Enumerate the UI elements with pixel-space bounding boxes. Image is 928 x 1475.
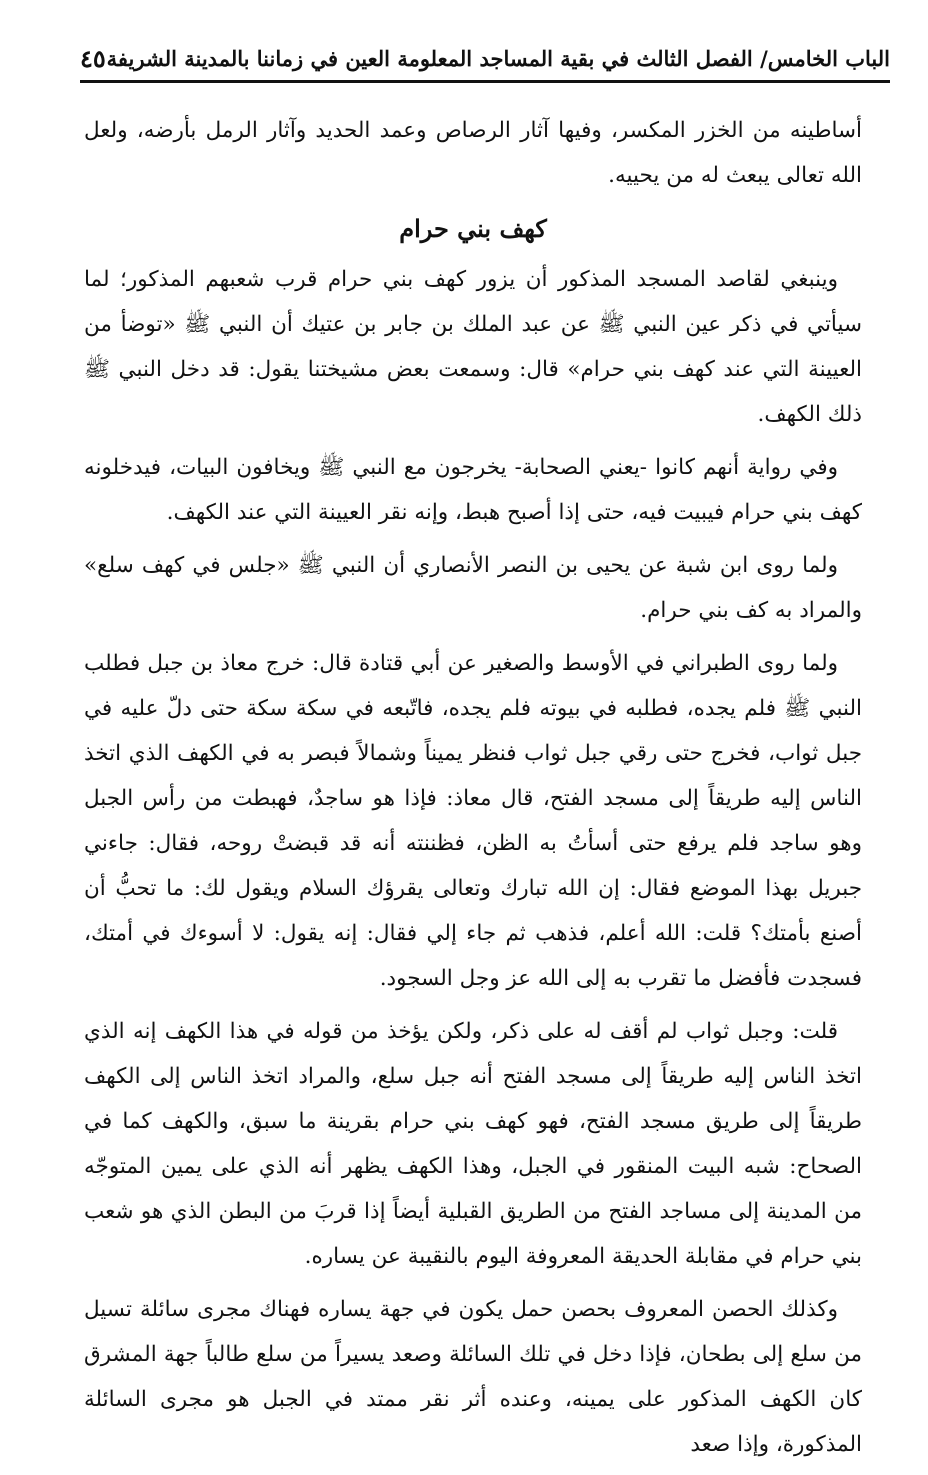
page-number: ٤٥ [80, 43, 106, 73]
paragraph-continuation: أساطينه من الخزر المكسر، وفيها آثار الرصاص وعمد الحديد وآثار الرمل بأرضه، ولعل الله تعالى يبعث له من يحييه. [84, 118, 862, 188]
running-header-title: الباب الخامس/ الفصل الثالث في بقية المساجد المعلومة العين في زماننا بالمدينة الشريفة [106, 45, 890, 71]
paragraph-companions-narration: وفي رواية أنهم كانوا -يعني الصحابة- يخرجون مع النبي ﷺ ويخافون البيات، فيدخلونه كهف بني حرام فيبيت فيه، حتى إذا أصبح هبط، وإنه نقر العيينة التي عند الكهف. [84, 455, 862, 525]
section-heading: كهف بني حرام [399, 214, 547, 243]
paragraph-visit-cave: وينبغي لقاصد المسجد المذكور أن يزور كهف بني حرام قرب شعبهم المذكور؛ لما سيأتي في ذكر عين النبي ﷺ عن عبد الملك بن جابر بن عتيك أن النبي ﷺ «توضأ من العيينة التي عند كهف بني حرام» قال: وسمعت بعض مشيختنا يقول: قد دخل النبي ﷺ ذلك الكهف. [84, 267, 862, 427]
paragraph-fortress: وكذلك الحصن المعروف بحصن حمل يكون في جهة يساره فهناك مجرى سائلة تسيل من سلع إلى بطحان، فإذا دخل في تلك السائلة وصعد يسيراً من سلع طالباً جهة المشرق كان الكهف المذكور على يمينه، وعنده أثر نقر ممتد في الجبل هو مجرى السائلة المذكورة، وإذا صعد [84, 1297, 862, 1457]
running-header [80, 36, 890, 83]
paragraph-ibn-shabba: ولما روى ابن شبة عن يحيى بن النصر الأنصاري أن النبي ﷺ «جلس في كهف سلع» والمراد به كف بني حرام. [84, 553, 862, 623]
paragraph-author-comment: قلت: وجبل ثواب لم أقف له على ذكر، ولكن يؤخذ من قوله في هذا الكهف إنه الذي اتخذ الناس إليه طريقاً إلى مسجد الفتح أنه جبل سلع، والمراد اتخذ الناس إلى الكهف طريقاً إلى طريق مسجد الفتح، فهو كهف بني حرام بقرينة ما سبق، والكهف كما في الصحاح: شبه البيت المنقور في الجبل، وهذا الكهف يظهر أنه الذي على يمين المتوجّه من المدينة إلى مساجد الفتح من الطريق القبلية أيضاً إذا قربَ من البطن الذي هو شعب بني حرام في مقابلة الحديقة المعروفة اليوم بالنقيبة عن يساره. [84, 1019, 862, 1269]
body-text [84, 108, 862, 1475]
paragraph-tabarani: ولما روى الطبراني في الأوسط والصغير عن أبي قتادة قال: خرج معاذ بن جبل فطلب النبي ﷺ فلم يجده، فطلبه في بيوته فلم يجده، فاتّبعه في سكة سكة حتى دلّ عليه في جبل ثواب، فخرج حتى رقي جبل ثواب فنظر يميناً وشمالاً فبصر به في الكهف الذي اتخذ الناس إليه طريقاً إلى مسجد الفتح، قال معاذ: فإذا هو ساجدٌ، فهبطت من رأس الجبل وهو ساجد فلم يرفع حتى أسأتُ به الظن، فظننته أنه قد قبضتْ روحه، فقال: جاءني جبريل بهذا الموضع فقال: إن الله تبارك وتعالى يقرؤك السلام ويقول لك: ما تحبُّ أن أصنع بأمتك؟ قلت: الله أعلم، فذهب ثم جاء إلي فقال: إنه يقول: لا أسوءك في أمتك، فسجدت فأفضل ما تقرب به إلى الله عز وجل السجود. [84, 651, 862, 991]
